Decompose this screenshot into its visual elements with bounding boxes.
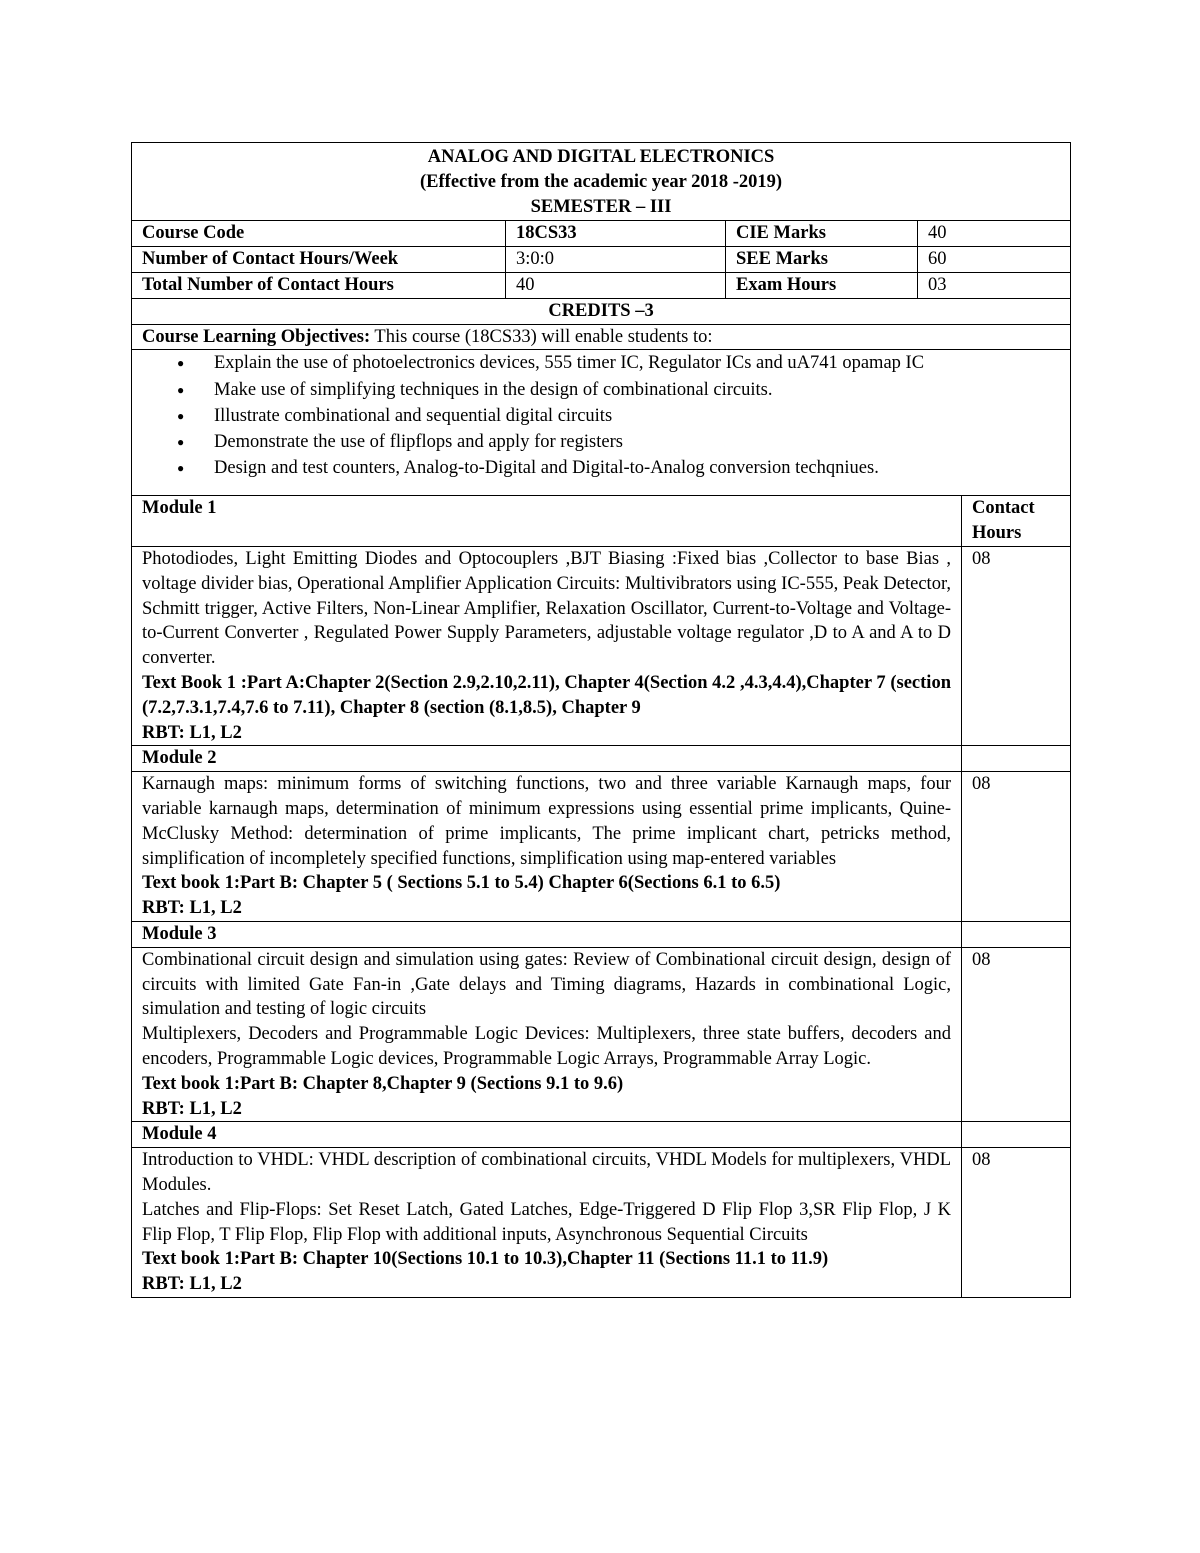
module-title: Module 2 — [132, 746, 962, 772]
module-description: Latches and Flip-Flops: Set Reset Latch, Gated Latches, Edge-Triggered D Flip Flop 3,SR Flip Flop, J K Flip Flop, T Flip Flop, Flip Flop with additional inputs, Asynchronous Sequential Circuits — [142, 1199, 951, 1245]
objective-item: ● Illustrate combinational and sequential digital circuits — [214, 403, 1060, 429]
contact-hours-header: Contact Hours — [962, 496, 1071, 547]
syllabus-page — [131, 142, 1070, 1298]
exam-hours-value: 03 — [918, 272, 1071, 298]
module-content — [132, 947, 962, 1122]
module-content — [132, 546, 962, 745]
objective-item: ● Demonstrate the use of flipflops and apply for registers — [214, 429, 1060, 455]
contact-hours-week-label: Number of Contact Hours/Week — [132, 247, 506, 273]
objective-item: ● Explain the use of photoelectronics devices, 555 timer IC, Regulator ICs and uA741 opamap IC — [214, 350, 1060, 376]
module-hours: 08 — [962, 772, 1071, 922]
contact-hours-week-value: 3:0:0 — [506, 247, 726, 273]
course-code-value: 18CS33 — [506, 221, 726, 247]
course-code-label: Course Code — [132, 221, 506, 247]
module-textbook: Text book 1:Part B: Chapter 8,Chapter 9 (Sections 9.1 to 9.6) — [142, 1073, 624, 1094]
module-rbt: RBT: L1, L2 — [142, 898, 242, 919]
info-row — [132, 247, 1071, 273]
total-hours-label: Total Number of Contact Hours — [132, 272, 506, 298]
module-textbook: Text book 1:Part B: Chapter 10(Sections 10.1 to 10.3),Chapter 11 (Sections 11.1 to 11.9) — [142, 1249, 829, 1270]
course-title: ANALOG AND DIGITAL ELECTRONICS — [427, 147, 775, 167]
total-hours-value: 40 — [506, 272, 726, 298]
objective-item: ● Make use of simplifying techniques in the design of combinational circuits. — [214, 377, 1060, 403]
module-title: Module 3 — [132, 921, 962, 947]
module-hours: 08 — [962, 947, 1071, 1122]
see-marks-label: SEE Marks — [726, 247, 918, 273]
effective-year: (Effective from the academic year 2018 -2019) — [420, 171, 783, 192]
cie-marks-label: CIE Marks — [726, 221, 918, 247]
module-title: Module 4 — [132, 1122, 962, 1148]
module-description: Photodiodes, Light Emitting Diodes and Optocouplers ,BJT Biasing :Fixed bias ,Collector to base Bias , voltage divider bias, Operational Amplifier Application Circuits: Multivibrators using IC-555, Peak Detector, Schmitt trigger, Active Filters, Non-Linear Amplifier, Relaxation Oscillator, Current-to-Voltage and Voltage-to-Current Converter , Regulated Power Supply Parameters, adjustable voltage regulator ,D to A and A to D converter. — [142, 548, 951, 669]
module-content — [132, 772, 962, 922]
objectives-intro: This course (18CS33) will enable students to: — [370, 326, 713, 347]
module-rbt: RBT: L1, L2 — [142, 722, 242, 743]
objectives-list-cell — [132, 350, 1071, 496]
semester: SEMESTER – III — [530, 196, 672, 217]
empty-cell — [962, 921, 1071, 947]
syllabus-table — [131, 142, 1071, 1298]
module-textbook: Text Book 1 :Part A:Chapter 2(Section 2.9,2.10,2.11), Chapter 4(Section 4.2 ,4.3,4.4),Chapter 7 (section (7.2,7.3.1,7.4,7.6 to 7.11), Chapter 8 (section (8.1,8.5), Chapter 9 — [142, 672, 951, 718]
module-hours: 08 — [962, 546, 1071, 745]
empty-cell — [962, 746, 1071, 772]
module-rbt: RBT: L1, L2 — [142, 1274, 242, 1295]
info-row — [132, 221, 1071, 247]
course-header — [132, 143, 1071, 221]
info-row — [132, 272, 1071, 298]
module-title: Module 1 — [132, 496, 962, 547]
module-content — [132, 1148, 962, 1298]
module-description: Multiplexers, Decoders and Programmable Logic Devices: Multiplexers, three state buffers, decoders and encoders, Programmable Logic devices, Programmable Logic Arrays, Programmable Array Logic. — [142, 1024, 951, 1069]
objectives-label: Course Learning Objectives: — [142, 326, 371, 347]
exam-hours-label: Exam Hours — [726, 272, 918, 298]
objective-item: ● Design and test counters, Analog-to-Digital and Digital-to-Analog conversion techqniues. — [214, 455, 1060, 481]
objectives-heading — [132, 324, 1071, 350]
see-marks-value: 60 — [918, 247, 1071, 273]
module-description: Combinational circuit design and simulation using gates: Review of Combinational circuit design, design of circuits with limited Gate Fan-in ,Gate delays and Timing diagrams, Hazards in combinational Logic, simulation and testing of logic circuits — [142, 949, 951, 1020]
module-hours: 08 — [962, 1148, 1071, 1298]
cie-marks-value: 40 — [918, 221, 1071, 247]
module-textbook: Text book 1:Part B: Chapter 5 ( Sections 5.1 to 5.4) Chapter 6(Sections 6.1 to 6.5) — [142, 873, 781, 894]
credits: CREDITS –3 — [132, 298, 1071, 324]
empty-cell — [962, 1122, 1071, 1148]
module-rbt: RBT: L1, L2 — [142, 1098, 242, 1119]
module-description: Karnaugh maps: minimum forms of switching functions, two and three variable Karnaugh maps, four variable karnaugh maps, determination of minimum expressions using essential prime implicants, Quine-McClusky Method: determination of prime implicants, The prime implicant chart, petricks method, simplification of incompletely specified functions, simplification using map-entered variables — [142, 774, 951, 869]
module-description: Introduction to VHDL: VHDL description of combinational circuits, VHDL Models for multiplexers, VHDL Modules. — [142, 1150, 951, 1195]
objectives-list — [142, 350, 1060, 495]
